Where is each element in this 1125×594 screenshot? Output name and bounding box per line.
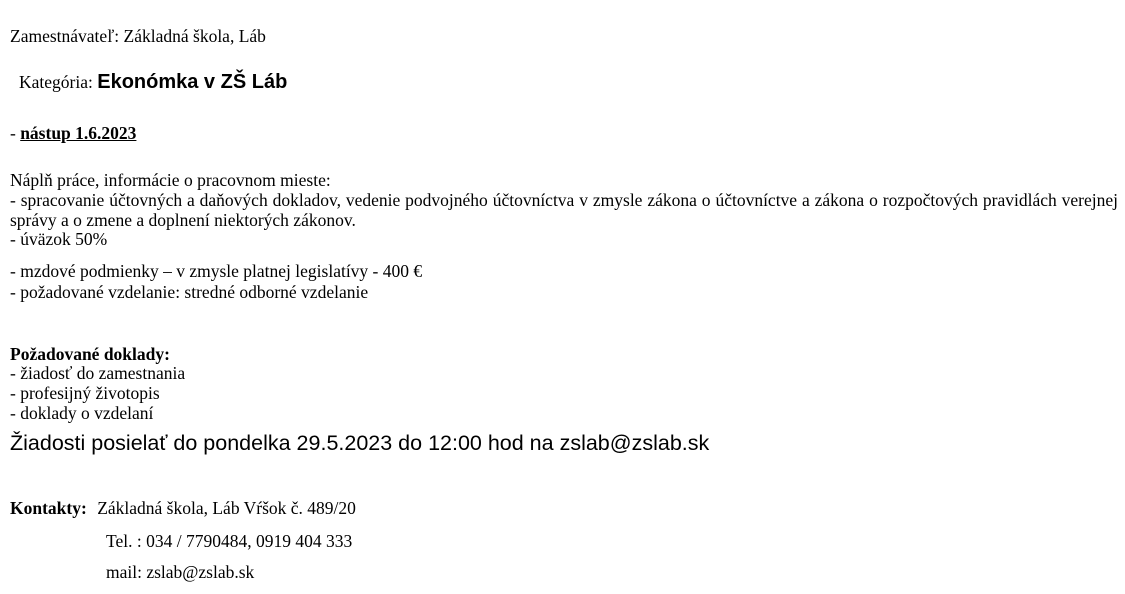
contacts-line — [10, 498, 356, 518]
start-prefix: - — [10, 123, 16, 143]
job-salary: - mzdové podmienky – v zmysle platnej legislatívy - 400 € — [10, 261, 423, 281]
employer-label: Zamestnávateľ: — [10, 26, 120, 46]
contacts-phone: Tel. : 034 / 7790484, 0919 404 333 — [106, 531, 353, 551]
category-value: Ekonómka v ZŠ Láb — [97, 71, 288, 93]
job-duties: - spracovanie účtovných a daňových dokladov, vedenie podvojného účtovníctva v zmysle zákona o účtovníctve a zákona o rozpočtových pravidlách verejnej správy a o zmene a doplnení niektorých zákonov. — [10, 190, 1118, 230]
documents-item: - profesijný životopis — [10, 383, 160, 403]
documents-item: - doklady o vzdelaní — [10, 403, 154, 423]
start-line — [10, 123, 136, 143]
employer-value: Základná škola, Láb — [123, 26, 266, 46]
employer-line — [10, 26, 266, 46]
category-label: Kategória: — [19, 72, 93, 92]
job-education: - požadované vzdelanie: stredné odborné vzdelanie — [10, 282, 369, 302]
job-workload: - úväzok 50% — [10, 229, 108, 249]
contacts-label: Kontakty: — [10, 498, 87, 518]
start-date: nástup 1.6.2023 — [20, 123, 137, 143]
contacts-address: Základná škola, Láb Vŕšok č. 489/20 — [97, 498, 356, 518]
category-line — [19, 72, 287, 92]
job-info-heading: Náplň práce, informácie o pracovnom mieste: — [10, 170, 331, 190]
documents-heading: Požadované doklady: — [10, 344, 170, 364]
contacts-mail: mail: zslab@zslab.sk — [106, 562, 255, 582]
deadline-notice: Žiadosti posielať do pondelka 29.5.2023 do 12:00 hod na zslab@zslab.sk — [10, 431, 710, 455]
documents-item: - žiadosť do zamestnania — [10, 363, 186, 383]
